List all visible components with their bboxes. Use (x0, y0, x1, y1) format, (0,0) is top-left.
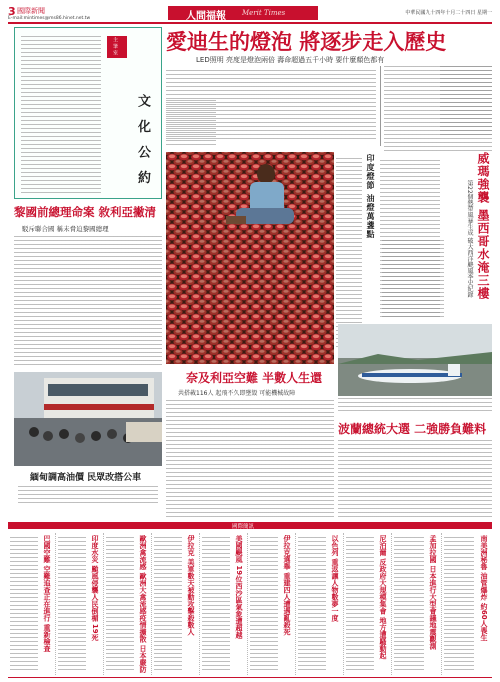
column-title: 文 化 公 約 (135, 94, 150, 188)
briefs-columns (8, 533, 492, 675)
syria-story-text (14, 236, 162, 368)
brief-item: 孟加拉國 日本進行大型會議地震觀測 (392, 533, 442, 675)
header-email: E-mail:mintimes@ms86.hinet.net.tw (8, 16, 91, 21)
plane-caption (338, 398, 492, 414)
brief-item: 印度水災 颱風侵襲人民倒楣 19死 (56, 533, 104, 675)
column-box (14, 27, 162, 199)
briefs-label: 國際簡訊 (232, 524, 255, 530)
bus-caption-text (18, 486, 158, 506)
bus-photo (14, 372, 162, 466)
brief-item: 尼泊爾 反政府大規模集會 地方遭騷動起 (344, 533, 392, 675)
diwali-caption-title: 印度燈節 油燈萬盞點 (366, 154, 375, 239)
main-story-text-right (440, 66, 492, 138)
syria-subhead: 駁斥聯合國 稱未脅迫黎國總理 (22, 225, 109, 233)
brief-item: 南美洲秘魯 油管爆炸 約60人喪生 (442, 533, 492, 675)
brief-item: 伊拉克 美軍數天被動攻擊殺數人 (152, 533, 200, 675)
nigeria-story-text (166, 400, 334, 518)
brief-item: 以色列 重返讓人物數夢一度 (296, 533, 344, 675)
briefs-banner (8, 522, 492, 529)
brief-item: 美國颶風 19位西沙區氣象遭超越 (200, 533, 248, 675)
nigeria-headline: 奈及利亞空難 半數人生還 (186, 371, 323, 385)
masthead-english: Merit Times (242, 9, 286, 17)
wilma-headline: 威瑪強襲 墨西哥水淹三樓 (476, 152, 490, 301)
main-headline: 愛迪生的燈泡 將逐步走入歷史 (166, 29, 447, 54)
masthead-title: 人間福報 (186, 11, 226, 22)
syria-headline: 黎國前總理命案 敘利亞撇清 (14, 205, 157, 219)
brief-item: 歐洲禽流感 歐洲大禽流感疫情擴散 日本嚴防 (104, 533, 152, 675)
nigeria-subhead: 共搭載116人 起飛不久即墜毀 可能機械故障 (178, 390, 296, 397)
header-rule (8, 22, 492, 24)
footer-rule (8, 677, 492, 678)
brief-item: 巴國空難 空難追查正在進行 重新檢查 (8, 533, 56, 675)
bus-caption-title: 緬甸調高油價 民眾改搭公車 (30, 473, 142, 483)
masthead (168, 6, 318, 20)
poland-story-text (338, 440, 492, 518)
column-label: 主 筆 室 (107, 36, 127, 58)
wilma-headline-box (448, 152, 492, 322)
diwali-lamps-photo (166, 152, 334, 364)
poland-headline: 波蘭總統大選 二強勝負難料 (338, 422, 487, 436)
section-name: 國際新聞 (17, 7, 45, 15)
main-subhead: LED照明 亮度是燈泡兩倍 壽命超過五千小時 要什麼顏色都有 (196, 56, 385, 64)
plane-crash-photo (338, 324, 492, 396)
brief-item: 伊拉克選舉 重建四人遭遇亂殺死 (248, 533, 296, 675)
header-date: 中華民國九十四年十月二十四日 星期一 (405, 10, 492, 16)
wilma-subhead: 第22個熱帶風暴生成 破大西洋颶風季史紀錄 (466, 180, 473, 298)
page-number: 3 (8, 5, 16, 18)
